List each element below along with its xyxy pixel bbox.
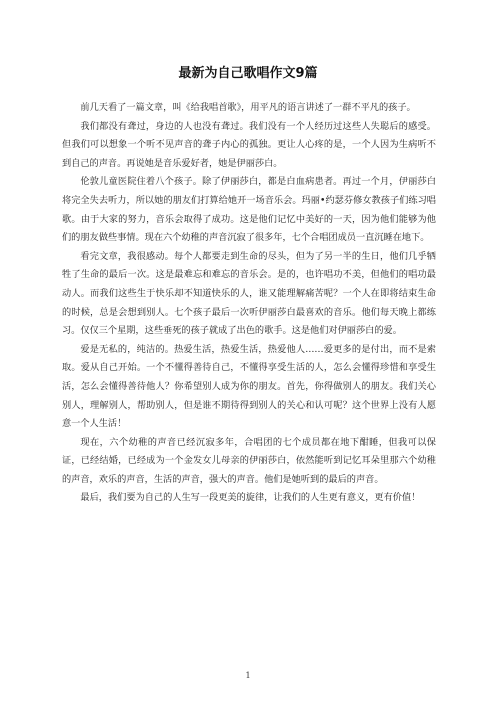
paragraph-3: 伦敦儿童医院住着八个孩子。除了伊丽莎白，都是白血病患者。再过一个月，伊丽莎白将完全失去听力，所以她的朋友们打算给她开一场音乐会。玛丽•约瑟芬修女教孩子们练习唱歌。由于大家的努力，音乐会取得了成功。这是他们记忆中美好的一天，因为他们能够为他们的朋友做些事情。现在六个幼稚的声音沉寂了很多年，七个合唱团成员一直沉睡在地下。 <box>62 176 436 244</box>
paragraph-2: 我们都没有聋过，身边的人也没有聋过。我们没有一个人经历过这些人失聪后的感受。但我们可以想象一个听不见声音的聋子内心的孤独。更让人心疼的是，一个人因为生病听不到自己的声音。再说她是音乐爱好者，她是伊丽莎白。 <box>62 120 436 169</box>
document-body <box>62 99 436 508</box>
paragraph-5: 爱是无私的，纯洁的。热爱生活，热爱生活，热爱他人……爱更多的是付出，而不是索取。爱从自己开始。一个不懂得善待自己，不懂得享受生活的人，怎么会懂得珍惜和享受生活，怎么会懂得善待他人？你希望别人成为你的朋友。首先，你得做别人的朋友。我们关心别人，理解别人，帮助别人，但是谁不期待得到别人的关心和认可呢？这个世界上没有人愿意一个人生活！ <box>62 343 436 430</box>
paragraph-6: 现在，六个幼稚的声音已经沉寂多年，合唱团的七个成员都在地下酣睡，但我可以保证，已经结婚，已经成为一个金发女儿母亲的伊丽莎白，依然能听到记忆耳朵里那六个幼稚的声音，欢乐的声音，生活的声音，强大的声音。他们是她听到的最后的声音。 <box>62 436 436 485</box>
document-title: 最新为自己歌唱作文9篇 <box>178 66 318 81</box>
page-number: 1 <box>245 671 251 680</box>
paragraph-7: 最后，我们要为自己的人生写一段更美的旋律，让我们的人生更有意义，更有价值！ <box>80 492 421 504</box>
paragraph-1: 前几天看了一篇文章，叫《给我唱首歌》，用平凡的语言讲述了一群不平凡的孩子。 <box>80 102 416 113</box>
paragraph-4: 看完文章，我很感动。每个人都要走到生命的尽头，但为了另一半的生日，他们几乎牺牲了生命的最后一次。这是最难忘和难忘的音乐会。是的，也许唱功不美，但他们的唱功最动人。而我们这些生于快乐却不知道快乐的人，谁又能理解痛苦呢？一个人在即将结束生命的时候，总是会想到别人。七个孩子最后一次听伊丽莎白最喜欢的音乐。他们每天晚上都练习。仅仅三个星期，这些垂死的孩子就成了出色的歌手。这是他们对伊丽莎白的爱。 <box>62 250 436 337</box>
